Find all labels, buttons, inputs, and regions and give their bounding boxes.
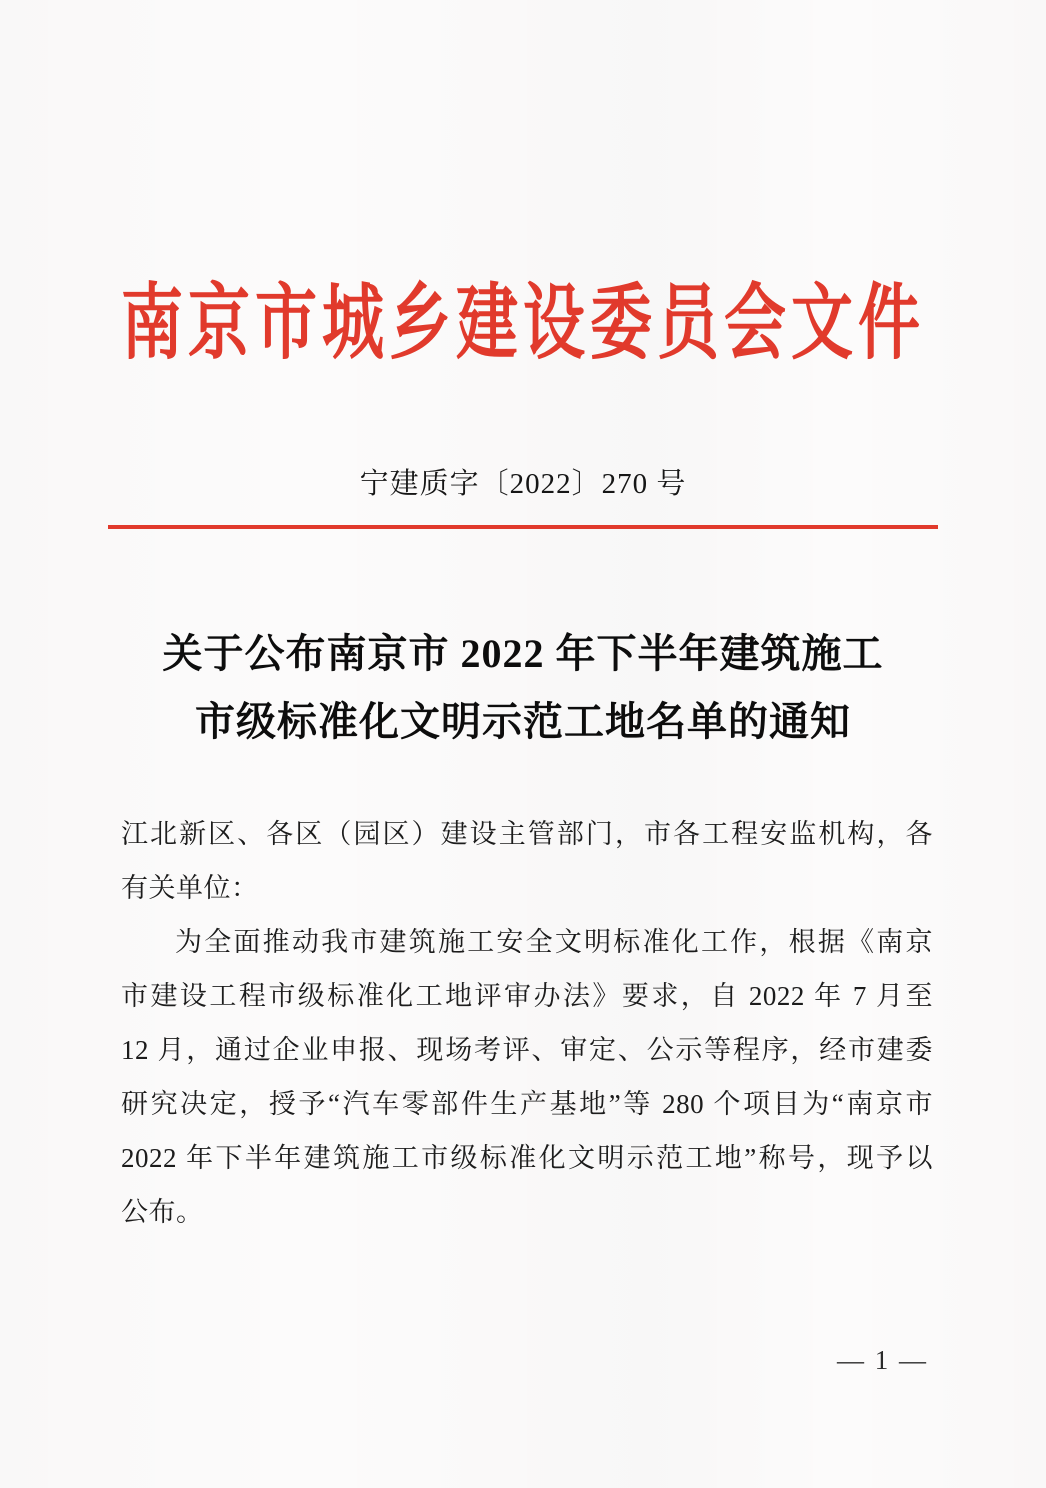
- body-salutation-line: 有关单位：: [121, 873, 259, 903]
- agency-header-title: 南京市城乡建设委员会文件: [120, 279, 925, 370]
- document-title-line2: 市级标准化文明示范工地名单的通知: [195, 699, 851, 744]
- document-body: [121, 807, 933, 1239]
- body-paragraph-line: 市建设工程市级标准化工地评审办法》要求，自 2022 年 7 月至: [121, 981, 933, 1011]
- body-salutation-line: 江北新区、各区（园区）建设主管部门，市各工程安监机构，各: [121, 819, 933, 849]
- body-paragraph-line: 公布。: [121, 1197, 204, 1227]
- body-paragraph-line: 研究决定，授予“汽车零部件生产基地”等 280 个项目为“南京市: [121, 1089, 933, 1119]
- document-number: 宁建质字〔2022〕270 号: [359, 468, 687, 500]
- body-paragraph-line: 为全面推动我市建筑施工安全文明标准化工作，根据《南京: [175, 927, 933, 957]
- red-divider-line: [108, 525, 938, 529]
- body-paragraph-line: 12 月，通过企业申报、现场考评、审定、公示等程序，经市建委: [121, 1035, 933, 1065]
- body-paragraph-line: 2022 年下半年建筑施工市级标准化文明示范工地”称号，现予以: [121, 1143, 933, 1173]
- document-title-line1: 关于公布南京市 2022 年下半年建筑施工: [162, 631, 884, 676]
- document-title: [0, 620, 1046, 756]
- page-number: — 1 —: [837, 1345, 928, 1375]
